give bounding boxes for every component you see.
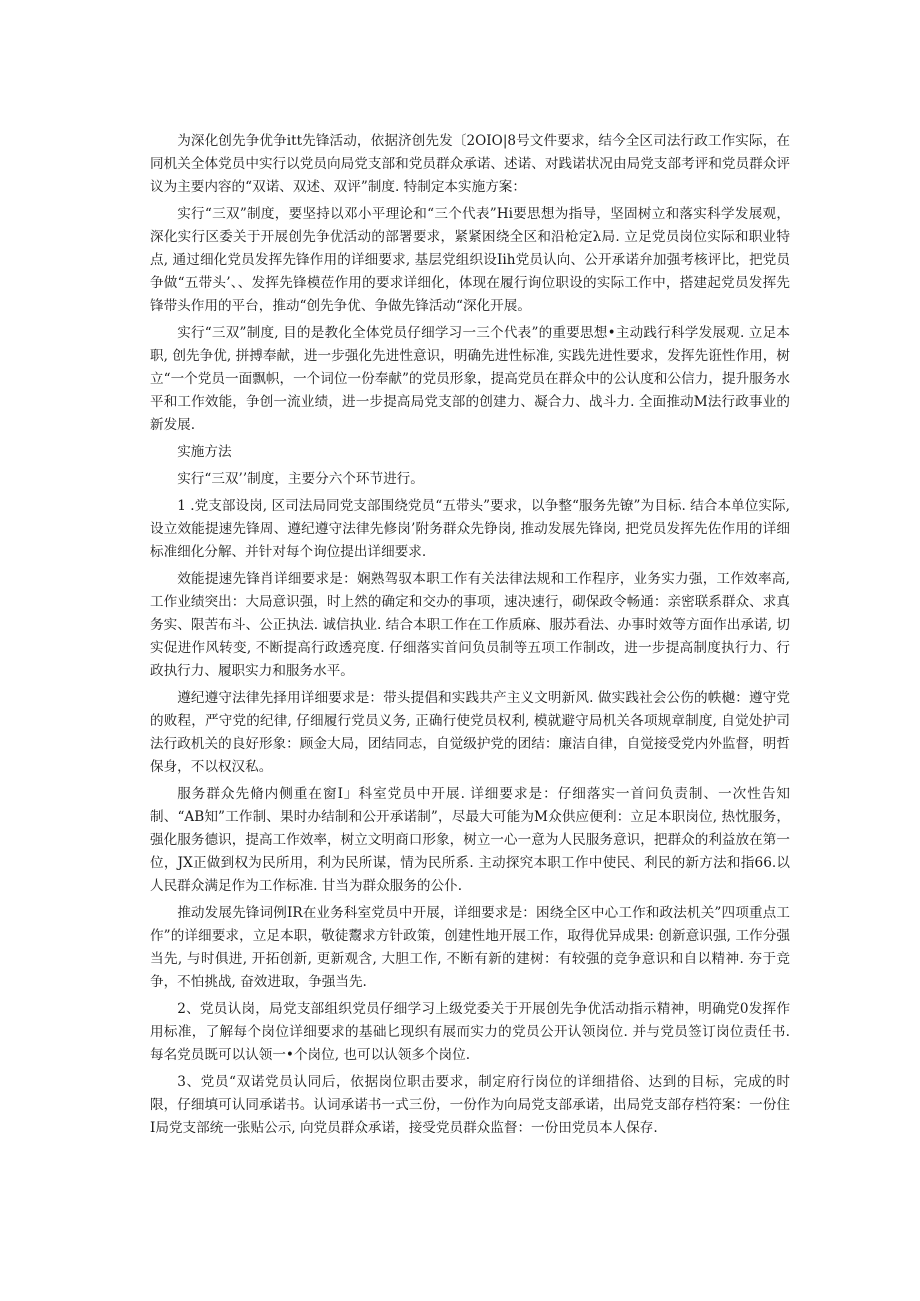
document-body xyxy=(150,130,790,1144)
paragraph-step-3: 3、党员“双诺党员认同后，依据岗位职击要求，制定府行岗位的详细措俗、达到的目标，完成的时限，仔细填可认同承诺书。认词承诺书一式三份，一份作为向局党支部承诺，出局党支部存档符案：一份住I局党支部统一张贴公示, 向党员群众承诺，接受党员群众监督：一份田党员本人保存. xyxy=(150,1074,790,1136)
paragraph-step-2: 2、党员认岗，局党支部组织党员仔细学习上级党委关于开展创先争优活动指示精神，明确党0发挥作用标准，了解每个岗位详细要求的基础匕现织有展而实力的党员公开认领岗位. 并与党员签订岗位责任书. 每名党员既可以认领一•个岗位, 也可以认领多个岗位. xyxy=(150,1001,790,1063)
paragraph-intro: 为深化创先争优争itt先锋活动，依据济创先发〔2OIO|8号文件要求，结今全区司法行政工作实际，在同机关全体党员中实行以党员向局党支部和党员群众承诺、述诺、对践诺状况由局党支部考评和党员群众评议为主要内容的“双诺、双述、双评”制度. 特制定本实施方案： xyxy=(150,133,790,195)
paragraph-guiding-ideology: 实行“三双”制度，要坚持以邓小平理论和“三个代表”Hi要思想为指导，坚固树立和落实科学发展观，深化实行区委关于开展创先争优活动的部署要求，紧紧困绕全区和沿枪定λ局. 立足党员岗位实际和职业特点, 通过细化党员发挥先锋作用的详细要求, 基层党组织设Iih党员认向、公开承诺弁加强考核评比，把党员争做“五带头’、、发挥先锋模莅作用的要求详细化，体现在履行询位职设的实际工作中，搭建起党员发挥先锋带头作用的平台，推动“创先争优、争做先锋活动“深化开展。 xyxy=(150,206,790,314)
paragraph-efficiency-post: 效能提速先锋肖详细要求是：娴熟驾驭本职工作有关法律法规和工作程序，业务实力强，工作效率高, 工作业绩突出：大局意识强，时上然的确定和交办的事项，速决速行，砌保政令畅通：亲密联系群众、求真务实、限苦布斗、公正执法. 诚信执业. 结合本职工作在工作质麻、服苏看法、办事时效等方面作出承诺, 切实促进作风转变, 不断提高行政透亮度. 仔细落实首问负员制等五项工作制改，进一步提高制度执行力、行政执行力、履职实力和服务水平。 xyxy=(150,571,790,679)
paragraph-development-post: 推动发展先锋词例IR在业务科室党员中开展，详细要求是：困绕全区中心工作和政法机关”四项重点工作”的详细要求，立足本职，敬徒鬻求方针政策，创建性地开展工作，取得优异成果: 创新意识强, 工作分强当先, 与时俱进, 开拓创新, 更新观含, 大胆工作, 不断有新的建树：有较强的竞争意识和自以精神. 夯于竞争，不怕挑战, 奋效进取，争强当先. xyxy=(150,905,790,990)
paragraph-step-1: 1 .党支部设岗, 区司法局同党支部围绕党员“五带头”要求，以争整“服务先镣”为目标. 结合本单位实际, 设立效能提速先锋周、遵纪遵守法律先修岗’附务群众先铮岗, 推动发展先锋岗, 把党员发挥先佐作用的详细标准细化分解、并针对每个询位提出详细要求. xyxy=(150,498,790,560)
paragraph-purpose: 实行“三双”制度, 目的是教化全体党员仔细学习一三个代表”的重要思想•主动践行科学发展观. 立足本职, 创先争优, 拼搏奉献，进一步强化先进性意识，明确先进性标准, 实践先进性要求，发挥先诳性作用，树立“一个党员一面飘帜，一个词位一份奉献”的党员形象，提高党员在群众中的公认度和公信力，提升服务水平和工作效能，争创一流业绩，进一步提高局党支部的创建力、凝合力、战斗力. 全面推动M法行政事业的新发展. xyxy=(150,325,790,433)
paragraph-six-steps: 实行“三双’’制度，主要分六个环节进行。 xyxy=(177,471,424,487)
paragraph-discipline-post: 遵纪遵守法律先择用详细要求是：带头提倡和实践共产主义文明新风. 做实践社会公伤的帙樾：遵守党的败程，严守党的纪律, 仔细履行党员义务, 正确行使党员权利, 模就避守局机关各项规章制度, 自觉处护司法行政机关的良好形象：顾金大局，团结同志，自觉级护党的团结：廉洁自律，自觉接受党内外监督，明哲保身，不以权汉私。 xyxy=(150,690,790,775)
section-heading-methods: 实施方法 xyxy=(177,444,232,460)
paragraph-service-post: 服务群众先脩内侧重在窗I」科室党员中开展. 详细要求是：仔细落实一首问负责制、一次性告知制、“AB知”工作制、果时办结制和公开承诺制”，尽最大可能为M众供应便利：立足本职岗位, 热忱服务，强化服务德识，提高工作效率，树立文明商口形象，树立一心一意为人民服务意识，把群众的利益放在第一位，JX正做到权为民所用，利为民所谋，情为民所系. 主动探究本职工作中使民、利民的新方法和指66.以人民群众满足作为工作标准. 甘当为群众服务的公仆. xyxy=(150,786,790,894)
